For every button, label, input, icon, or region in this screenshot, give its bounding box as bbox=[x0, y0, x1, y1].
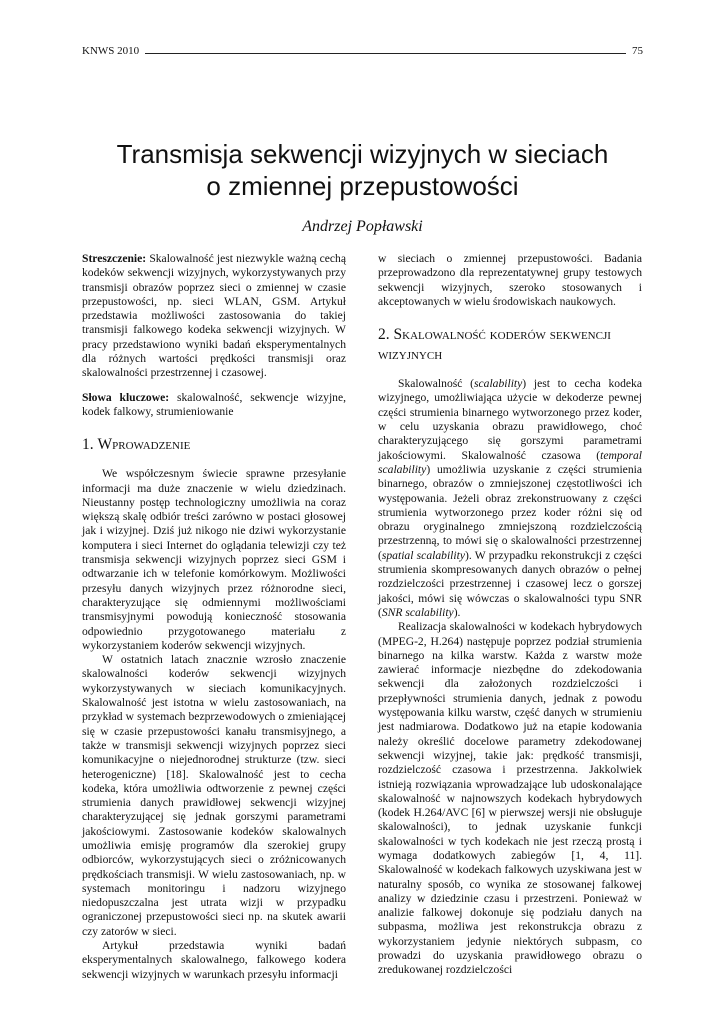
term-snr-scalability: SNR scalability bbox=[381, 605, 454, 619]
section-1-paragraph-3: Artykuł przedstawia wyniki badań eksperymentalnych skalowalnego, falkowego kodera sekwencji wizyjnych w warunkach przesyłu informacji bbox=[82, 939, 346, 981]
section-1-title: Wprowadzenie bbox=[97, 436, 191, 454]
s2p1-text-d: ). W przypadku rekonstrukcji z części strumienia skompresowanych danych obrazów o pełnej rozdzielczości przestrzennej i czasowej lecz o gorszej jakości, mówi się wówczas o skalowalności typu SNR ( bbox=[378, 548, 642, 619]
section-2-paragraph-2: Realizacja skalowalności w kodekach hybrydowych (MPEG-2, H.264) następuje poprzez podział strumienia binarnego na kilka warstw. Każda z warstw może zawierać informacje niezbędne do zdekodowania sekwencji dla założonych rozdzielczości i przepływności strumienia danych, jednak z powodu występowania kilku warstw, część danych w strumieniu jest nadmiarowa. Dodatkowo już na etapie kodowania należy określić docelowe parametry zdekodowanej sekwencji wizyjnej, takie jak: prędkość transmisji, rozdzielczość czasowa i przestrzenna. Jakkolwiek istnieją rozwiązania wprowadzające lub udoskonalające skalowalność w najnowszych kodekach hybrydowych (kodek H.264/AVC [6] w pierwszej wersji nie obsługuje skalowalności), to jednak uzyskanie funkcji skalowalności w tych kodekach nie jest rzeczą prostą i wymaga dodatkowych zabiegów [1, 4, 11]. Skalowalność w kodekach falkowych uzyskiwana jest w naturalny sposób, co wynika ze stosowanej falkowej analizy w dziedzinie czasu i przestrzeni. Ponieważ w analizie falkowej dokonuje się podziału danych na subpasma, możliwa jest rekonstrukcja obrazu z wykorzystaniem jedynie niektórych subpasm, co prowadzi do uzyskania prawidłowego obrazu o zredukowanej rozdzielczości bbox=[378, 620, 642, 977]
section-2-title: Skalowalność koderów sekwencji wizyjnych bbox=[378, 326, 611, 364]
page-number: 75 bbox=[632, 45, 643, 57]
paper-title bbox=[82, 138, 643, 202]
term-temporal-scalability: temporal scalability bbox=[378, 448, 642, 476]
abstract bbox=[82, 252, 346, 381]
keywords-label: Słowa kluczowe: bbox=[82, 390, 170, 404]
author: Andrzej Popławski bbox=[302, 218, 423, 235]
section-2-number: 2. bbox=[378, 326, 390, 344]
section-1-number: 1. bbox=[82, 436, 94, 454]
title-line-1: Transmisja sekwencji wizyjnych w sieciach bbox=[116, 139, 609, 169]
section-2-heading bbox=[378, 325, 642, 365]
running-header bbox=[82, 41, 643, 57]
journal-label: KNWS 2010 bbox=[82, 45, 140, 57]
section-1-heading bbox=[82, 435, 346, 455]
section-1-paragraph-1: We współczesnym świecie sprawne przesyłanie informacji ma duże znaczenie w wielu dziedzinach. Nieustanny postęp technologiczny umożliwia na coraz większą skalę odbiór treści zarówno w postaci głosowej jak i wizyjnej. Dziś już nikogo nie dziwi wykorzystanie komputera i sieci Internet do oglądania telewizji czy też transmisja sekwencji wizyjnych poprzez sieci GSM i odtwarzanie ich w telefonie komórkowym. Możliwości przesyłu danych wizyjnych przez różnorodne sieci, charakteryzujące się odmiennymi możliwościami transmisyjnymi powodują konieczność stosowania odpowiednio przygotowanego materiału z wykorzystaniem koderów sekwencji wizyjnych. bbox=[82, 467, 346, 652]
abstract-text: Skalowalność jest niezwykle ważną cechą kodeków sekwencji wizyjnych, wykorzystywanych przy transmisji obrazów poprzez sieci o zmiennej w czasie przepustowości, np. sieci WLAN, GSM. Artykuł przedstawia możliwości zastosowania do takiej transmisji falkowego kodeka sekwencji wizyjnych. W pracy przedstawiono wyniki badań eksperymentalnych dla różnych wartości prędkości transmisji oraz skalowalności przestrzennej i czasowej. bbox=[82, 252, 346, 380]
left-column bbox=[82, 252, 346, 982]
s2p1-text-a: Skalowalność ( bbox=[398, 377, 474, 391]
title-line-2: o zmiennej przepustowości bbox=[206, 171, 519, 201]
s2p1-text-e: ). bbox=[453, 605, 461, 619]
abstract-label: Streszczenie: bbox=[82, 252, 147, 265]
term-scalability: scalability bbox=[473, 377, 523, 391]
section-2-paragraph-1 bbox=[378, 377, 642, 620]
section-1-paragraph-3-continued: w sieciach o zmiennej przepustowości. Badania przeprowadzono dla reprezentatywnej grupy testowych sekwencji wizyjnych, szeroko stosowanych i akceptowanych w wielu środowiskach naukowych. bbox=[378, 252, 642, 308]
section-1-paragraph-2: W ostatnich latach znacznie wzrosło znaczenie skalowalności koderów sekwencji wizyjnych wykorzystywanych w sieciach komunikacyjnych. Skalowalność jest istotna w wielu zastosowaniach, na przykład w systemach bezprzewodowych o zmieniającej się w czasie przepustowości kanału transmisyjnego, a także w transmisji sekwencji wizyjnych poprzez sieci komunikacyjne o niejednorodnej strukturze (tzw. sieci heterogeniczne) [18]. Skalowalność jest to cecha kodeka, która umożliwia odtworzenie z pewnej części strumienia danych prawidłowej sekwencji wizyjnej charakteryzującej się jednak gorszymi parametrami jakościowymi. Zastosowanie kodeków skalowalnych umożliwia emisję programów dla szerokiej grupy odbiorców, wykorzystujących sieci o zróżnicowanych prędkościach transmisji. W wielu zastosowaniach, np. w systemach monitoringu i nadzoru wizyjnego niedopuszczalna jest utrata wizji w przypadku ograniczonej przepustowości sieci np. na skutek awarii czy zatorów w sieci. bbox=[82, 653, 346, 938]
keywords-text: skalowalność, sekwencje wizyjne, kodek falkowy, strumieniowanie bbox=[82, 390, 347, 418]
keywords bbox=[82, 391, 346, 420]
s2p1-text-b: ) jest to cecha kodeka wizyjnego, umożliwiająca użycie w dekoderze pewnej części strumienia binarnego wytworzonego przez koder, w celu uzyskania obrazu prawidłowego, choć charakteryzującego się gorszymi parametrami jakościowymi. Skalowalność czasowa ( bbox=[378, 377, 642, 462]
s2p1-text-c: ) umożliwia uzyskanie z części strumienia binarnego, obrazów o zmniejszonej częstotliwości ich występowania. Jeżeli obraz zrekonstruowany z części strumienia wytworzonego przez koder różni się od obrazu oryginalnego zmniejszoną rozdzielczością przestrzenną, to mówi się o skalowalności przestrzennej ( bbox=[378, 462, 642, 562]
right-column bbox=[378, 252, 642, 978]
header-rule bbox=[145, 53, 626, 54]
term-spatial-scalability: spatial scalability bbox=[381, 548, 465, 562]
